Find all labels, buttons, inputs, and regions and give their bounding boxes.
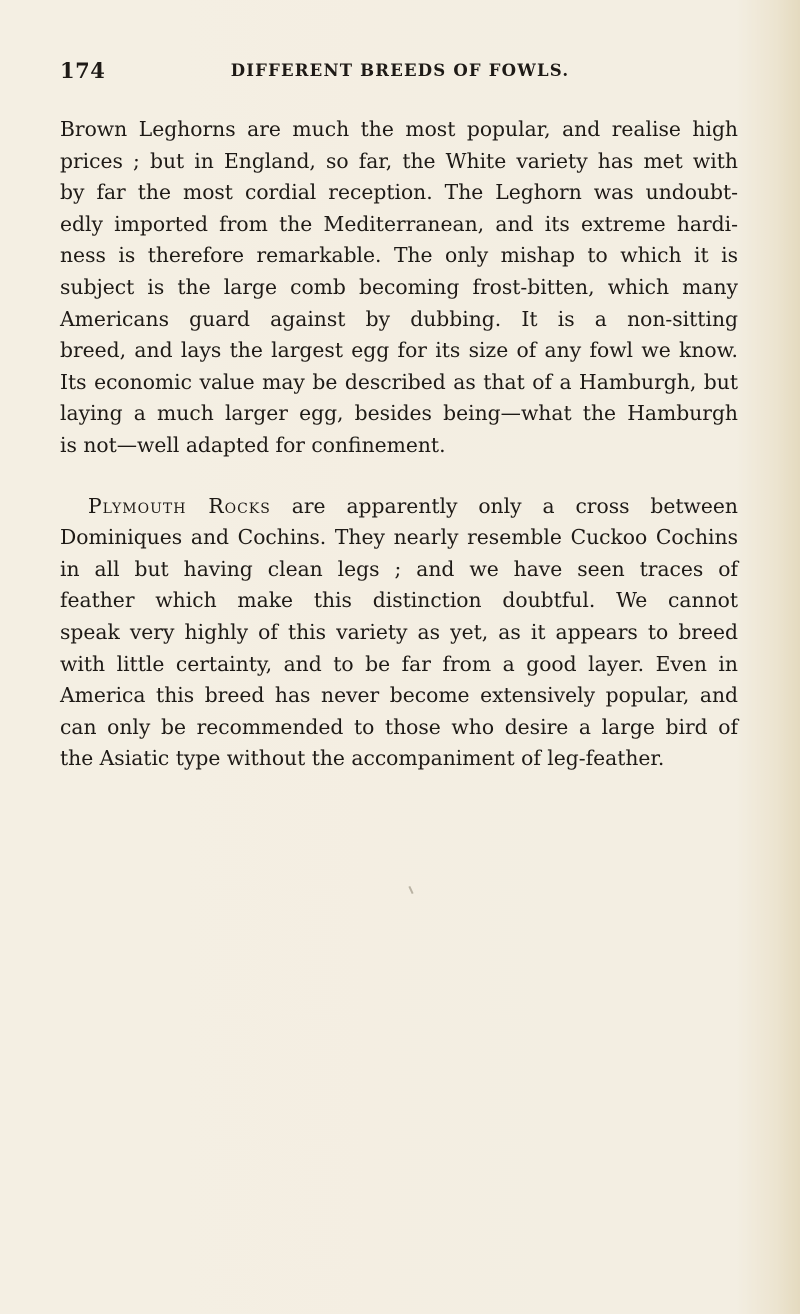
text-line: by far the most cordial reception. The Leghorn was undoubt-: [60, 180, 738, 205]
text-line: edly imported from the Mediterranean, and its extreme hardi-: [60, 211, 738, 236]
paragraph-lead: Plymouth Rocks: [88, 493, 271, 518]
text-line: breed, and lays the largest egg for its size of any fowl we know.: [60, 338, 738, 363]
text-line: speak very highly of this variety as yet, as it appears to breed: [60, 619, 738, 644]
text-line: feather which make this distinction doubtful. We cannot: [60, 588, 738, 613]
text-line: Brown Leghorns are much the most popular, and realise high: [60, 117, 738, 141]
text-line: laying a much larger egg, besides being—what the Hamburgh: [60, 401, 738, 426]
text-line: Dominiques and Cochins. They nearly resemble Cuckoo Cochins: [60, 525, 738, 550]
running-title: DIFFERENT BREEDS OF FOWLS.: [230, 61, 570, 80]
text-line: in all but having clean legs ; and we have seen traces of: [60, 556, 738, 581]
text-line: America this breed has never become extensively popular, and: [60, 683, 738, 708]
text-line-with-lead: [60, 491, 738, 523]
paragraph-gap: [60, 462, 738, 491]
text-line: prices ; but in England, so far, the White variety has met with: [60, 148, 738, 173]
body-text: [60, 114, 738, 775]
running-head: [60, 58, 740, 88]
text-line-rest: are apparently only a cross between: [270, 493, 738, 518]
paragraph-leghorns: [60, 114, 738, 462]
text-line: can only be recommended to those who desire a large bird of: [60, 714, 738, 739]
paper-fleck: [408, 886, 413, 894]
page-number: 174: [60, 58, 106, 83]
text-line: Its economic value may be described as that of a Hamburgh, but: [60, 369, 738, 394]
text-line: Americans guard against by dubbing. It is a non-sitting: [60, 306, 738, 331]
text-line: subject is the large comb becoming frost-bitten, which many: [60, 274, 738, 299]
text-line: with little certainty, and to be far from a good layer. Even in: [60, 651, 738, 676]
text-line: ness is therefore remarkable. The only mishap to which it is: [60, 243, 738, 268]
paragraph-plymouth-rocks: [60, 491, 738, 775]
text-line: is not—well adapted for confinement.: [60, 432, 446, 457]
text-line: the Asiatic type without the accompaniment of leg-feather.: [60, 746, 665, 771]
